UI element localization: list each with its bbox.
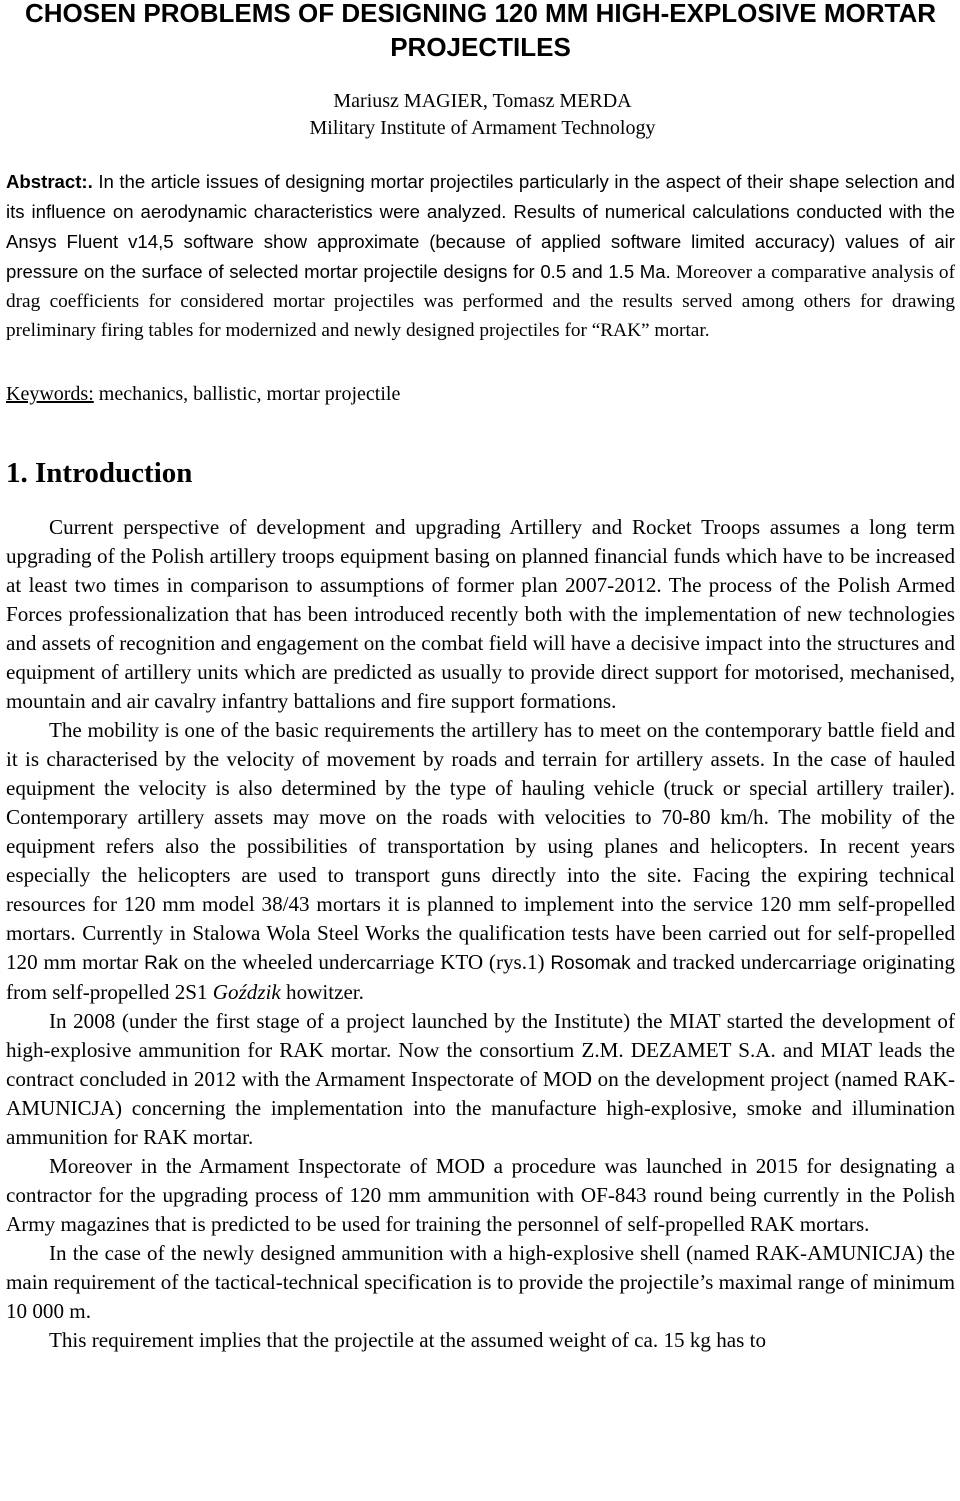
abstract-text-part2: Moreover a comparative analysis of drag coefficients for considered mortar projectiles was performed and the results served among others for drawing preliminary firing tables for modernized and newly designed projectiles for “RAK” mortar. [6, 262, 955, 341]
paragraph-3: In 2008 (under the first stage of a project launched by the Institute) the MIAT started the development of high-explosive ammunition for RAK mortar. Now the consortium Z.M. DEZAMET S.A. and MIAT leads the contract concluded in 2012 with the Armament Inspectorate of MOD on the development project (named RAK-AMUNICJA) concerning the implementation into the manufacture high-explosive, smoke and illumination ammunition for RAK mortar. [6, 1009, 955, 1149]
paragraph-2-text-b: on the wheeled undercarriage KTO (rys.1) [177, 950, 551, 974]
term-rak: Rak [144, 953, 178, 974]
keywords-text: mechanics, ballistic, mortar projectile [93, 383, 401, 405]
term-gozdzik: Goździk [212, 980, 281, 1004]
author-block [6, 88, 955, 142]
abstract-text-part1: In the article issues of designing mortar projectiles particularly in the aspect of their shape selection and its influence on aerodynamic characteristics were analyzed. Results of numerical calculations conducted with the Ansys Fluent v14,5 software show approximate (because of applied software limited accuracy) values of air pressure on the surface of selected mortar projectile designs for 0.5 and 1.5 Ma. [6, 171, 955, 282]
keywords-label: Keywords: [6, 383, 94, 405]
authors: Mariusz MAGIER, Tomasz MERDA [333, 90, 632, 112]
paragraph-1: Current perspective of development and upgrading Artillery and Rocket Troops assumes a long term upgrading of the Polish artillery troops equipment basing on planned financial funds which have to be increased at least two times in comparison to assumptions of former plan 2007-2012. The process of the Polish Armed Forces professionalization that has been introduced recently both with the implementation of new technologies and assets of recognition and engagement on the combat field will have a decisive impact into the structures and equipment of artillery units which are predicted as usually to provide direct support for motorised, mechanised, mountain and air cavalry infantry battalions and fire support formations. [6, 515, 955, 713]
paragraph-2-text-a: The mobility is one of the basic requirements the artillery has to meet on the contemporary battle field and it is characterised by the velocity of movement by roads and terrain for artillery assets. In the case of hauled equipment the velocity is also determined by the type of hauling vehicle (truck or special artillery trailer). Contemporary artillery assets may move on the roads with velocities to 70-80 km/h. The mobility of the equipment refers also the possibilities of transportation by using planes and helicopters. In recent years especially the helicopters are used to transport guns directly into the site. Facing the expiring technical resources for 120 mm model 38/43 mortars it is planned to implement into the service 120 mm self-propelled mortars. Currently in Stalowa Wola Steel Works the qualification tests have been carried out for self-propelled 120 mm mortar [6, 718, 955, 974]
affiliation: Military Institute of Armament Technology [309, 117, 656, 139]
paragraph-5: In the case of the newly designed ammunition with a high-explosive shell (named RAK-AMUNICJA) the main requirement of the tactical-technical specification is to provide the projectile’s maximal range of minimum 10 000 m. [6, 1241, 955, 1323]
abstract [6, 167, 955, 345]
paragraph-2-text-d: howitzer. [280, 980, 364, 1004]
paragraph-4: Moreover in the Armament Inspectorate of MOD a procedure was launched in 2015 for designating a contractor for the upgrading process of 120 mm ammunition with OF-843 round being currently in the Polish Army magazines that is predicted to be used for training the personnel of self-propelled RAK mortars. [6, 1154, 955, 1236]
paragraph-6: This requirement implies that the projectile at the assumed weight of ca. 15 kg has to [49, 1328, 766, 1352]
paragraph-2-text-c: and tracked undercarriage originating from self-propelled 2S1 [6, 950, 955, 1004]
keywords [6, 380, 955, 409]
abstract-label: Abstract:. [6, 171, 93, 192]
section-heading: 1. Introduction [6, 457, 193, 489]
term-rosomak: Rosomak [550, 953, 631, 974]
paragraph-2 [6, 716, 955, 1007]
section-body [6, 513, 955, 1355]
paper-title: CHOSEN PROBLEMS OF DESIGNING 120 MM HIGH-EXPLOSIVE MORTAR PROJECTILES [24, 0, 937, 62]
